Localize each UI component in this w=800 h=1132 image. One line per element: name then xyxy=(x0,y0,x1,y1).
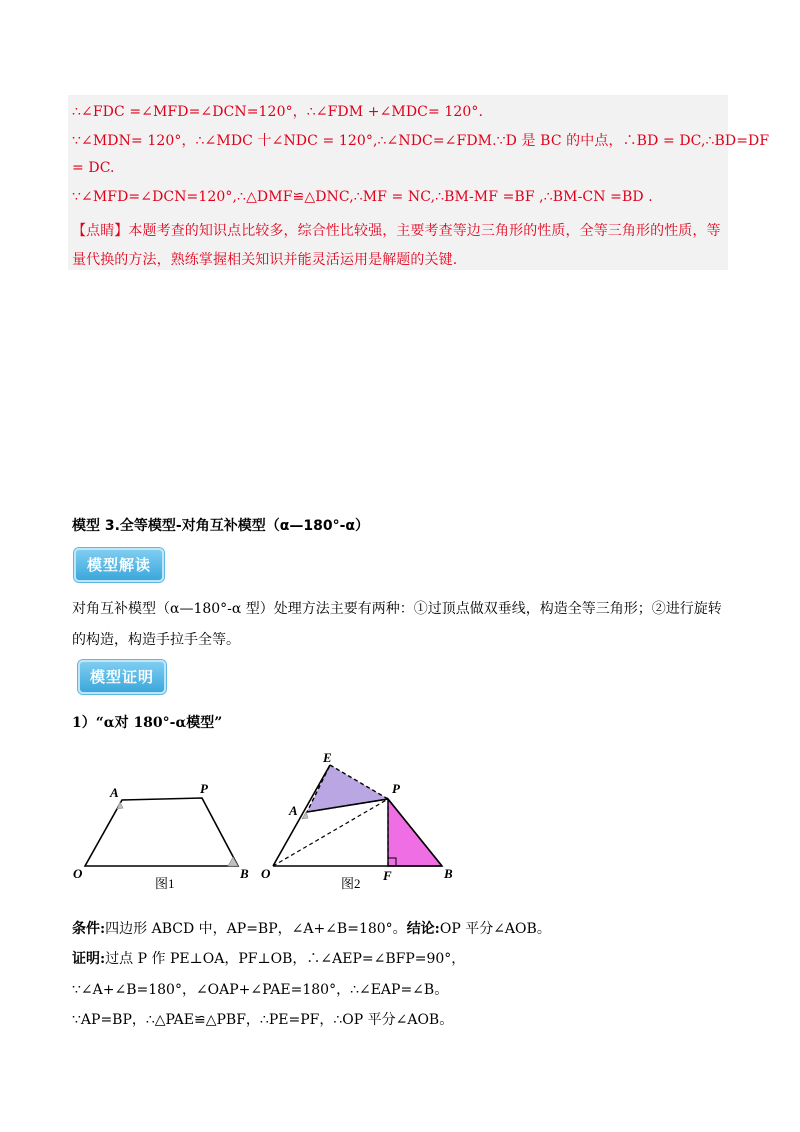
answer-box xyxy=(68,95,728,270)
fig1-label-B: B xyxy=(240,866,249,881)
figure-1 xyxy=(73,781,249,891)
model-title: 模型 3.全等模型-对角互补模型（α—180°-α） xyxy=(72,518,370,534)
geometry-figures xyxy=(70,745,470,895)
badge-model-reading: 模型解读 xyxy=(74,548,164,582)
proof-label: 证明: xyxy=(72,951,106,967)
proof-line-1 xyxy=(72,948,465,968)
condition-text: 四边形 ABCD 中，AP=BP，∠A+∠B=180°。 xyxy=(105,921,407,937)
fig2-label-O: O xyxy=(261,866,271,881)
answer-line: 量代换的方法，熟练掌握相关知识并能灵活运用是解题的关键. xyxy=(72,252,458,268)
condition-label: 条件: xyxy=(72,921,106,937)
conclusion-label: 结论: xyxy=(406,921,440,937)
fig1-label-O: O xyxy=(73,866,83,881)
condition-line xyxy=(72,918,551,938)
reading-text-line: 对角互补模型（α—180°-α 型）处理方法主要有两种：①过顶点做双垂线，构造全等三角形；②进行旋转 xyxy=(72,601,722,617)
answer-line: ∵∠MDN= 120°，∴∠MDC 十∠NDC = 120°,∴∠NDC=∠FDM.∵D 是 BC 的中点，∴BD = DC,∴BD=DF xyxy=(72,133,770,149)
sub-title: 1）“α对 180°-α模型” xyxy=(72,715,223,731)
fig2-caption: 图2 xyxy=(341,876,361,891)
fig1-caption: 图1 xyxy=(155,876,175,891)
answer-line: 【点睛】本题考查的知识点比较多，综合性比较强，主要考查等边三角形的性质，全等三角形的性质，等 xyxy=(72,223,721,239)
fig2-label-F: F xyxy=(383,868,392,883)
proof-line-2: ∵∠A+∠B=180°，∠OAP+∠PAE=180°，∴∠EAP=∠B。 xyxy=(72,982,449,998)
fig1-label-A: A xyxy=(110,785,119,800)
badge-model-proof: 模型证明 xyxy=(78,660,166,694)
fig2-label-A: A xyxy=(289,803,298,818)
figure-2 xyxy=(261,750,453,891)
fig2-label-E: E xyxy=(323,750,332,765)
answer-line: ∴∠FDC =∠MFD=∠DCN=120°，∴∠FDM +∠MDC= 120°. xyxy=(72,104,484,120)
fig2-label-B: B xyxy=(444,866,453,881)
conclusion-text: OP 平分∠AOB。 xyxy=(439,921,551,937)
fig1-label-P: P xyxy=(200,781,208,796)
proof-line-3: ∵AP=BP，∴△PAE≌△PBF，∴PE=PF，∴OP 平分∠AOB。 xyxy=(72,1012,454,1028)
proof-text-1: 过点 P 作 PE⊥OA，PF⊥OB，∴∠AEP=∠BFP=90°， xyxy=(105,951,466,967)
fig2-label-P: P xyxy=(392,781,400,796)
answer-line: ∵∠MFD=∠DCN=120°,∴△DMF≌△DNC,∴MF = NC,∴BM-MF =BF ,∴BM-CN =BD . xyxy=(72,189,653,205)
angle-mark-A xyxy=(117,802,123,809)
reading-text-line: 的构造，构造手拉手全等。 xyxy=(72,632,240,648)
answer-line: = DC. xyxy=(72,160,115,176)
